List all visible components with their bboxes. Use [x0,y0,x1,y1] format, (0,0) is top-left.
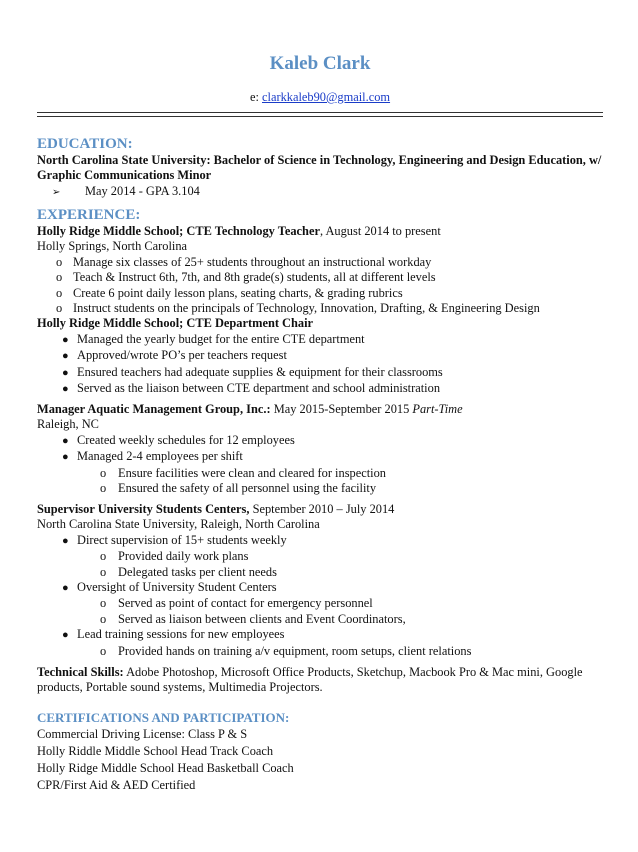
job3-dates: May 2015-September 2015 [270,402,413,416]
technical-skills [37,665,603,696]
list-item [37,332,603,348]
header-divider [37,112,603,117]
job4-subduty: Served as liaison between clients and Event Coordinators, [118,611,406,626]
education-detail-item [37,184,603,200]
list-item [37,365,603,381]
job3-subduty: Ensured the safety of all personnel using the facility [118,481,377,496]
dot-bullet-icon: ● [62,582,69,595]
job3-section [37,402,603,496]
list-item: Holly Riddle Middle School Head Track Coach [37,744,274,758]
skills-label: Technical Skills: [37,665,124,679]
job3-duty: Created weekly schedules for 12 employees [77,432,295,447]
list-item [37,466,603,481]
job4-subduty: Served as point of contact for emergency personnel [118,596,373,611]
dot-bullet-icon: ● [62,434,69,447]
job4-subduty: Delegated tasks per client needs [118,564,277,579]
list-item [37,286,603,301]
list-item [37,580,603,596]
list-item [37,481,603,496]
arrow-bullet-icon: ➢ [52,186,61,198]
list-item [37,627,603,643]
education-school: North Carolina State University: Bachelor of Science in Technology, Engineering and Design Education, w/ Graphic Communications Minor [37,153,602,183]
job2-title: Holly Ridge Middle School; CTE Department Chair [37,316,314,331]
list-item [37,348,603,364]
job2-duty: Ensured teachers had adequate supplies & equipment for their classrooms [77,364,443,379]
candidate-name: Kaleb Clark [269,53,371,74]
circle-bullet-icon: o [100,481,107,496]
job4-duty: Direct supervision of 15+ students weekly [77,532,287,547]
job4-subduty: Provided daily work plans [118,549,249,564]
job3-type: Part-Time [412,402,463,416]
job1-title-line [37,224,603,239]
list-item [37,596,603,611]
circle-bullet-icon: o [56,270,63,285]
list-item [37,301,603,316]
circle-bullet-icon: o [56,301,63,316]
job4-location: North Carolina State University, Raleigh, North Carolina [37,517,320,532]
dot-bullet-icon: ● [62,333,69,346]
education-heading: EDUCATION: [37,136,133,152]
dot-bullet-icon: ● [62,350,69,363]
job4-title: Supervisor University Students Centers, [37,502,250,516]
job1-title: Holly Ridge Middle School; CTE Technology Teacher [37,224,320,238]
job4-section [37,502,603,659]
job1-duty: Instruct students on the principals of Technology, Innovation, Drafting, & Engineering Design [73,301,540,316]
job3-location: Raleigh, NC [37,417,99,432]
job4-title-line [37,502,603,517]
job3-duty: Managed 2-4 employees per shift [77,449,243,464]
circle-bullet-icon: o [56,254,63,269]
job4-subduty: Provided hands on training a/v equipment, room setups, client relations [118,643,472,658]
certifications-heading: CERTIFICATIONS AND PARTICIPATION: [37,710,290,725]
skills-text: Adobe Photoshop, Microsoft Office Products, Sketchup, Macbook Pro & Mac mini, Google products, Portable sound systems, Multimedia Projectors. [37,665,583,695]
circle-bullet-icon: o [100,465,107,480]
education-detail: May 2014 - GPA 3.104 [85,183,200,198]
experience-heading: EXPERIENCE: [37,207,141,223]
list-item [37,270,603,285]
email-link[interactable]: clarkkaleb90@gmail.com [262,90,391,104]
circle-bullet-icon: o [100,643,107,658]
contact-line [37,90,603,105]
list-item [37,381,603,397]
job2-duty: Managed the yearly budget for the entire CTE department [77,331,365,346]
dot-bullet-icon: ● [62,534,69,547]
job2-duty: Served as the liaison between CTE department and school administration [77,381,441,396]
job3-title: Manager Aquatic Management Group, Inc.: [37,402,271,416]
circle-bullet-icon: o [100,549,107,564]
list-item [37,612,603,627]
job4-dates: September 2010 – July 2014 [249,502,395,516]
certifications-section [37,710,603,794]
job1-duty: Manage six classes of 25+ students throughout an instructional workday [73,254,432,269]
job1-location: Holly Springs, North Carolina [37,239,188,254]
circle-bullet-icon: o [56,285,63,300]
job4-duty: Lead training sessions for new employees [77,627,285,642]
list-item: Holly Ridge Middle School Head Basketball Coach [37,761,294,775]
dot-bullet-icon: ● [62,451,69,464]
list-item [37,433,603,449]
list-item [37,549,603,564]
dot-bullet-icon: ● [62,366,69,379]
circle-bullet-icon: o [100,596,107,611]
list-item [37,565,603,580]
list-item [37,644,603,659]
dot-bullet-icon: ● [62,383,69,396]
list-item: CPR/First Aid & AED Certified [37,778,196,792]
email-prefix: e: [249,90,262,104]
job1-dates: , August 2014 to present [319,224,441,238]
circle-bullet-icon: o [100,611,107,626]
list-item [37,255,603,270]
job1-duty: Teach & Instruct 6th, 7th, and 8th grade(s) students, all at different levels [73,270,436,285]
circle-bullet-icon: o [100,564,107,579]
job2-duty: Approved/wrote PO’s per teachers request [77,348,287,363]
list-item [37,533,603,549]
list-item [37,449,603,465]
education-section [37,135,603,200]
job4-duty: Oversight of University Student Centers [77,580,277,595]
list-item: Commercial Driving License: Class P & S [37,727,248,741]
experience-section [37,206,603,397]
dot-bullet-icon: ● [62,629,69,642]
job3-title-line [37,402,603,417]
job1-duty: Create 6 point daily lesson plans, seating charts, & grading rubrics [73,285,403,300]
job3-subduty: Ensure facilities were clean and cleared for inspection [118,465,386,480]
